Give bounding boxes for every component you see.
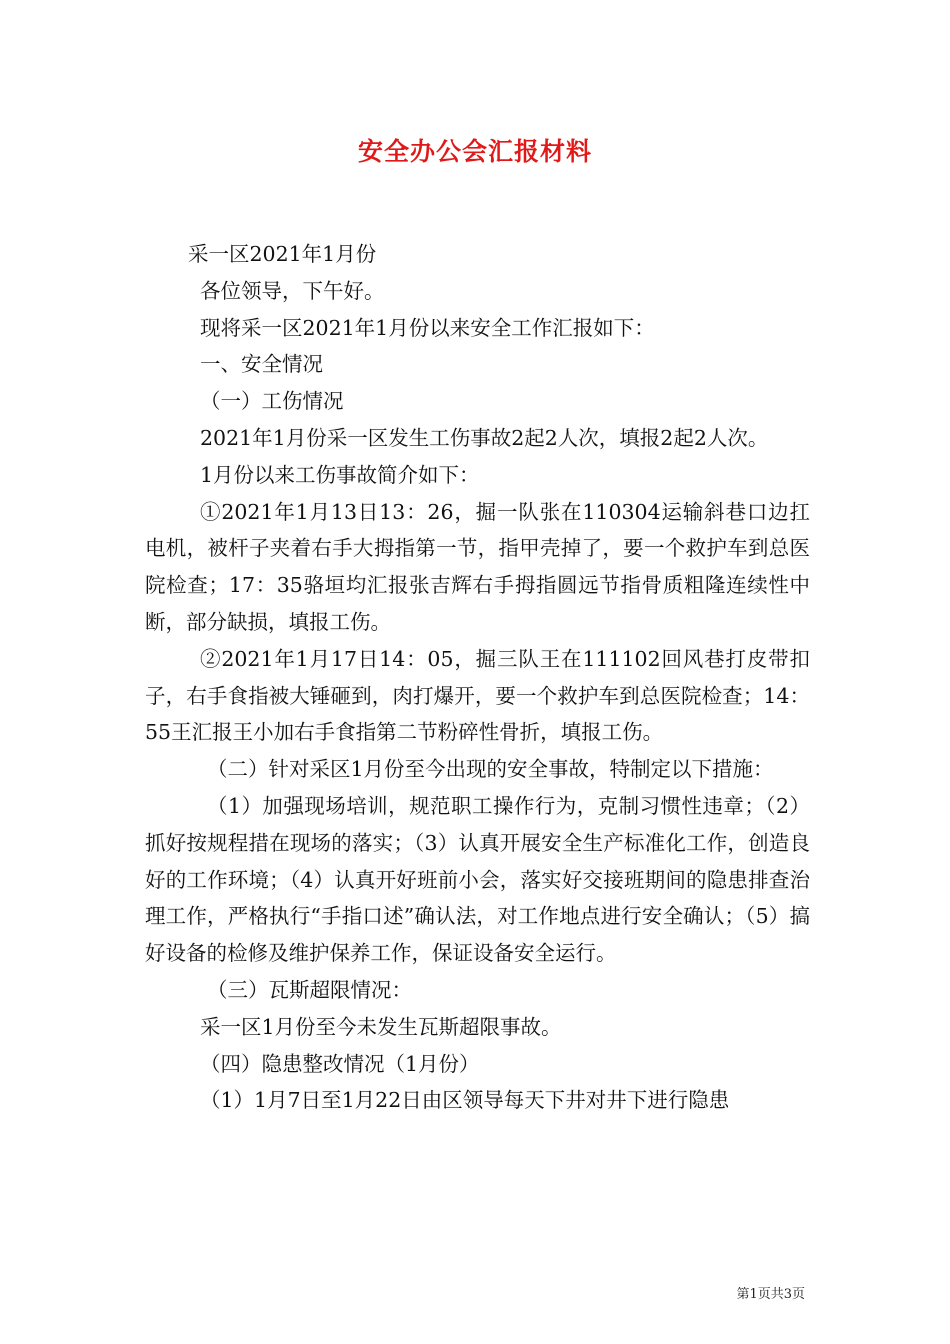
paragraph: ②2021年1月17日14：05，掘三队王在111102回风巷打皮带扣子，右手食指被大锤砸到，肉打爆开，要一个救护车到总医院检查；14：55王汇报王小加右手食指第二节粉碎性骨折，填报工伤。 [145,646,810,745]
document-title: 安全办公会汇报材料 [357,137,592,166]
page-number: 第1页共3页 [736,1287,805,1302]
subsection-heading: （三）瓦斯超限情况： [207,977,412,1002]
paragraph-header: 采一区2021年1月份 [188,242,377,266]
paragraph-intro: 现将采一区2021年1月份以来安全工作汇报如下： [200,315,655,340]
paragraph: 1月份以来工伤事故简介如下： [200,462,480,487]
paragraph-greeting: 各位领导，下午好。 [200,278,385,303]
paragraph: （1）1月7日至1月22日由区领导每天下井对井下进行隐患 [200,1088,730,1113]
subsection-heading: （四）隐患整改情况（1月份） [200,1051,480,1076]
paragraph: 2021年1月份采一区发生工伤事故2起2人次，填报2起2人次。 [200,425,769,450]
section-heading: 一、安全情况 [200,352,323,377]
paragraph: 采一区1月份至今未发生瓦斯超限事故。 [200,1014,562,1039]
subsection-heading: （二）针对采区1月份至今出现的安全事故，特制定以下措施： [207,757,774,782]
paragraph: ①2021年1月13日13：26，掘一队张在110304运输斜巷口边扛电机，被杆子夹着右手大拇指第一节，指甲壳掉了，要一个救护车到总医院检查；17：35骆垣均汇报张吉辉右手拇指圆远节指骨质粗隆连续性中断，部分缺损，填报工伤。 [145,499,810,634]
paragraph: （1）加强现场培训，规范职工操作行为，克制习惯性违章；（2）抓好按规程措在现场的落实；（3）认真开展安全生产标准化工作，创造良好的工作环境；（4）认真开好班前小会，落实好交接班期间的隐患排查治理工作，严格执行“手指口述”确认法，对工作地点进行安全确认；（5）搞好设备的检修及维护保养工作，保证设备安全运行。 [145,793,810,966]
document-body [145,236,810,1119]
subsection-heading: （一）工伤情况 [200,389,344,414]
